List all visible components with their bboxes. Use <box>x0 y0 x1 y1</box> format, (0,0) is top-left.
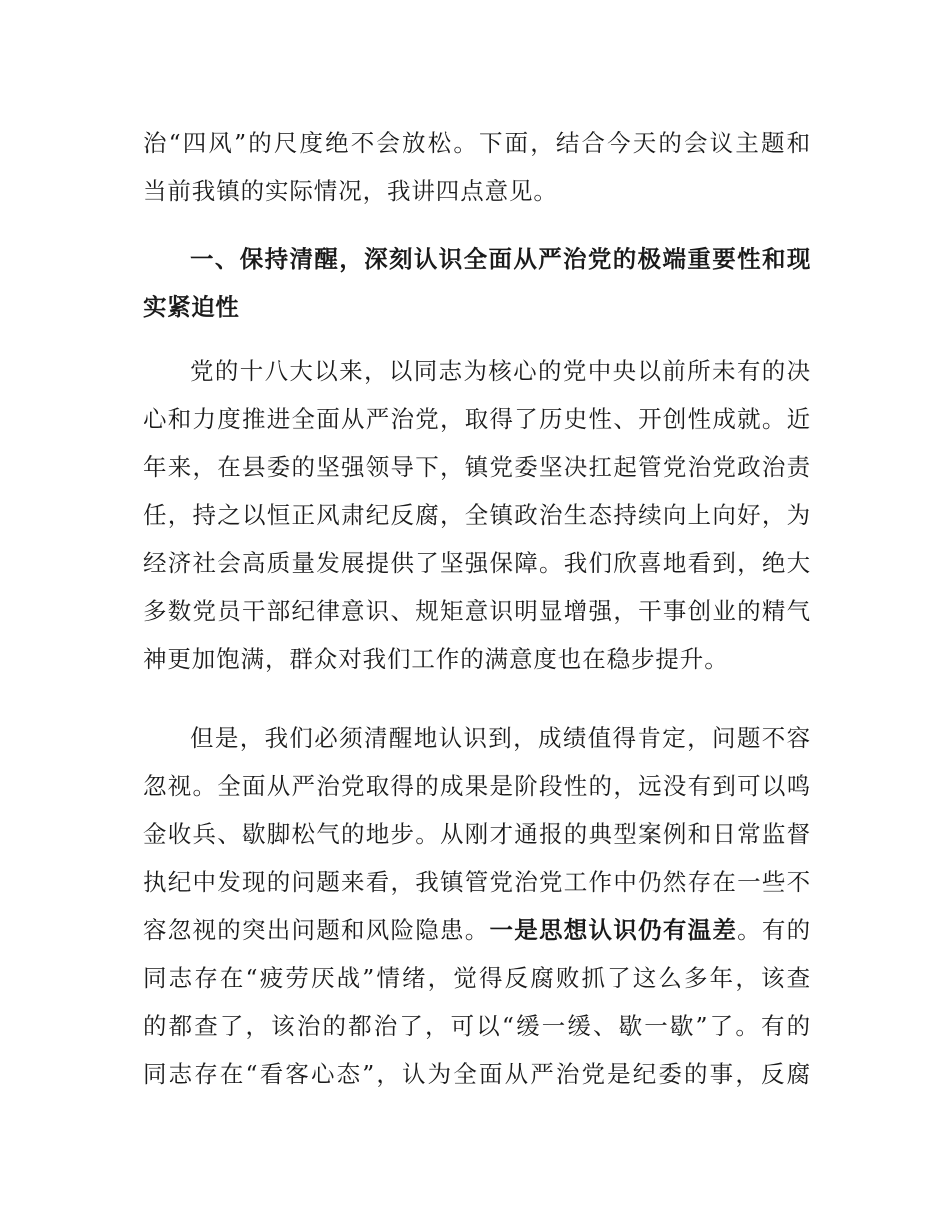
paragraph-1 <box>143 347 811 683</box>
intro-line-2: 当前我镇的实际情况，我讲四点意见。 <box>143 177 558 205</box>
paragraph-1-line: 经济社会高质量发展提供了坚强保障。我们欣喜地看到，绝大 <box>143 549 811 577</box>
intro-line-1: 治“四风”的尺度绝不会放松。下面，结合今天的会议主题和 <box>143 129 811 157</box>
paragraph-2-line: 同志存在“看客心态”，认为全面从严治党是纪委的事，反腐 <box>143 1060 811 1088</box>
section-heading-1 <box>143 235 811 331</box>
heading-line-1: 一、保持清醒，深刻认识全面从严治党的极端重要性和现 <box>190 245 811 273</box>
paragraph-2-line: 执纪中发现的问题来看，我镇管党治党工作中仍然存在一些不 <box>143 868 811 896</box>
paragraph-2-line: 但是，我们必须清醒地认识到，成绩值得肯定，问题不容 <box>190 724 811 752</box>
paragraph-2-line: 金收兵、歇脚松气的地步。从刚才通报的典型案例和日常监督 <box>143 820 811 848</box>
paragraph-1-line: 心和力度推进全面从严治党，取得了历史性、开创性成就。近 <box>143 405 811 433</box>
heading-line-2: 实紧迫性 <box>143 293 240 321</box>
paragraph-1-line: 党的十八大以来，以同志为核心的党中央以前所未有的决 <box>190 357 811 385</box>
paragraph-1-line: 年来，在县委的坚强领导下，镇党委坚决扛起管党治党政治责 <box>143 453 811 481</box>
paragraph-1-line: 神更加饱满，群众对我们工作的满意度也在稳步提升。 <box>143 645 729 673</box>
paragraph-2-mixed-line <box>143 906 811 954</box>
mixed-line-before: 容忽视的突出问题和风险隐患。 <box>143 916 490 944</box>
paragraph-1-line: 多数党员干部纪律意识、规矩意识明显增强，干事创业的精气 <box>143 597 811 625</box>
paragraph-2 <box>143 714 811 1098</box>
paragraph-1-line: 任，持之以恒正风肃纪反腐，全镇政治生态持续向上向好，为 <box>143 501 811 529</box>
paragraph-2-line: 的都查了，该治的都治了，可以“缓一缓、歇一歇”了。有的 <box>143 1012 811 1040</box>
point-one-bold-label: 一是思想认识仍有温差 <box>489 916 738 944</box>
mixed-line-after: 。有的 <box>737 916 812 944</box>
paragraph-2-line: 忽视。全面从严治党取得的成果是阶段性的，远没有到可以鸣 <box>143 772 811 800</box>
intro-paragraph <box>143 119 811 215</box>
paragraph-2-line: 同志存在“疲劳厌战”情绪，觉得反腐败抓了这么多年，该查 <box>143 964 811 992</box>
